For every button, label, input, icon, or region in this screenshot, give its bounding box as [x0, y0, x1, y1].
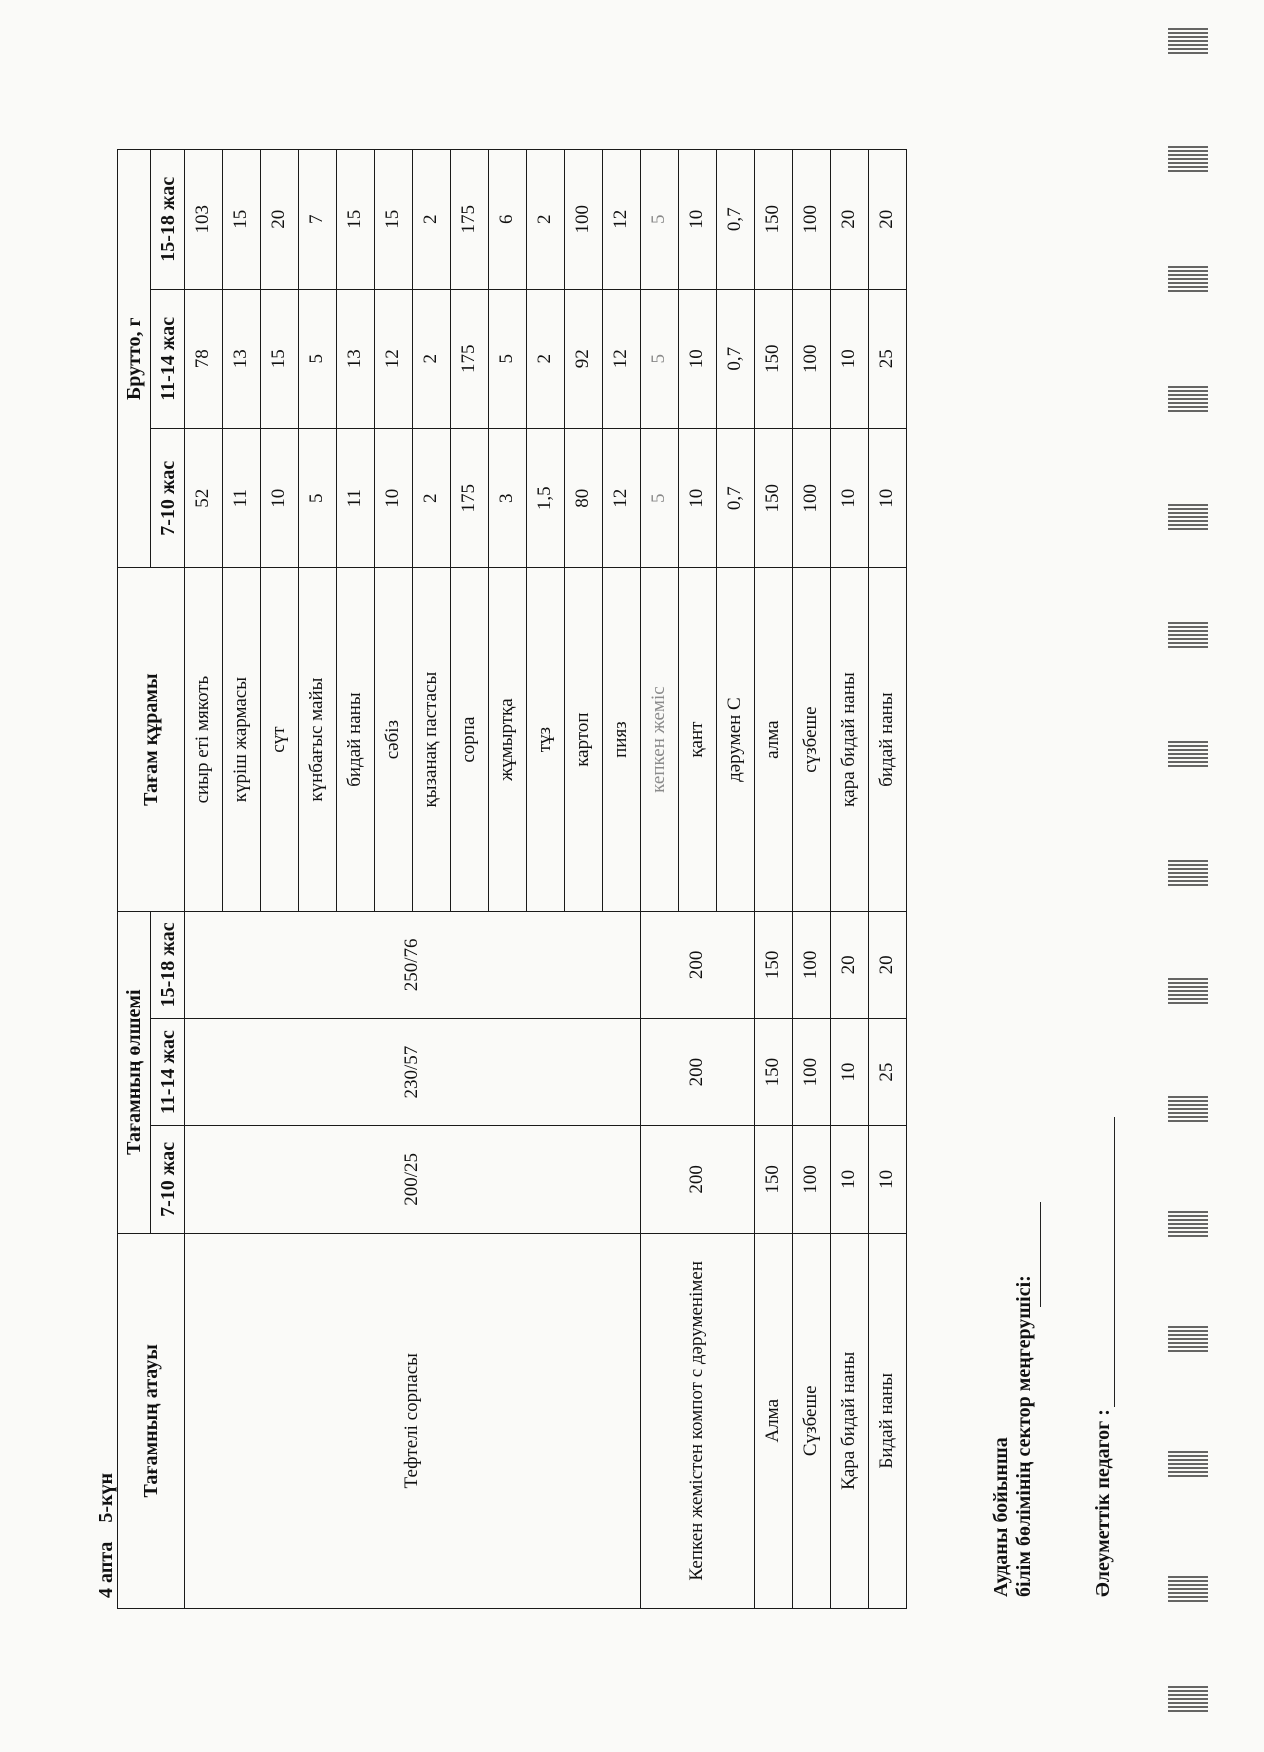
brutto-cell: 1,5 [527, 429, 565, 568]
brutto-cell: 150 [755, 150, 793, 290]
scan-mark [1168, 1209, 1208, 1237]
brutto-cell: 5 [299, 289, 337, 428]
header-composition: Тағам құрамы [118, 568, 185, 911]
scan-mark [1168, 858, 1208, 886]
brutto-cell: 25 [869, 289, 907, 428]
social-teacher-signature-line [1114, 1117, 1115, 1407]
header-age: 7-10 жас [151, 1126, 185, 1233]
brutto-cell: 92 [565, 289, 603, 428]
brutto-cell: 10 [679, 429, 717, 568]
brutto-cell: 175 [451, 289, 489, 428]
brutto-cell: 5 [641, 150, 679, 290]
portion-cell: 230/57 [185, 1019, 641, 1126]
brutto-cell: 103 [185, 150, 223, 290]
scan-mark [1168, 1684, 1208, 1712]
ingredient-name: пияз [603, 568, 641, 911]
menu-table [117, 149, 907, 1609]
ingredient-name: тұз [527, 568, 565, 911]
brutto-cell: 10 [375, 429, 413, 568]
ingredient-name: күнбағыс майы [299, 568, 337, 911]
ingredient-name: дәрумен С [717, 568, 755, 911]
table-row [185, 150, 223, 1609]
portion-cell: 10 [831, 1019, 869, 1126]
scan-mark [1168, 264, 1208, 292]
brutto-cell: 2 [413, 289, 451, 428]
portion-cell: 200 [641, 1019, 755, 1126]
brutto-cell: 10 [831, 289, 869, 428]
brutto-cell: 0,7 [717, 150, 755, 290]
brutto-cell: 12 [603, 429, 641, 568]
brutto-cell: 5 [641, 429, 679, 568]
brutto-cell: 100 [793, 150, 831, 290]
brutto-cell: 10 [679, 289, 717, 428]
portion-cell: 150 [755, 1019, 793, 1126]
scan-mark [1168, 26, 1208, 54]
brutto-cell: 7 [299, 150, 337, 290]
brutto-cell: 2 [527, 150, 565, 290]
portion-cell: 100 [793, 911, 831, 1018]
header-age: 15-18 жас [151, 911, 185, 1018]
ingredient-name: сәбіз [375, 568, 413, 911]
ingredient-name: қант [679, 568, 717, 911]
week-label: 4 апта [95, 1541, 117, 1598]
ingredient-name: қызанақ пастасы [413, 568, 451, 911]
portion-cell: 150 [755, 911, 793, 1018]
district-signature-line [1040, 1202, 1041, 1307]
scan-mark [1168, 1449, 1208, 1477]
portion-cell: 20 [869, 911, 907, 1018]
scan-mark [1168, 739, 1208, 767]
brutto-cell: 3 [489, 429, 527, 568]
brutto-cell: 11 [223, 429, 261, 568]
portion-cell: 100 [793, 1019, 831, 1126]
portion-cell: 10 [869, 1126, 907, 1233]
scan-mark [1168, 384, 1208, 412]
portion-cell: 25 [869, 1019, 907, 1126]
brutto-cell: 52 [185, 429, 223, 568]
brutto-cell: 5 [299, 429, 337, 568]
brutto-cell: 5 [489, 289, 527, 428]
district-signature-label [990, 1275, 1036, 1597]
day-label: 5-күн [95, 1472, 117, 1523]
ingredient-name: жұмыртқа [489, 568, 527, 911]
portion-cell: 200/25 [185, 1126, 641, 1233]
scan-mark [1168, 1574, 1208, 1602]
ingredient-name: сүт [261, 568, 299, 911]
brutto-cell: 0,7 [717, 289, 755, 428]
brutto-cell: 12 [603, 289, 641, 428]
page-title [95, 1459, 118, 1598]
brutto-cell: 80 [565, 429, 603, 568]
brutto-cell: 175 [451, 429, 489, 568]
brutto-cell: 2 [413, 429, 451, 568]
brutto-cell: 12 [375, 289, 413, 428]
brutto-cell: 10 [261, 429, 299, 568]
scan-mark [1168, 976, 1208, 1004]
table-row [831, 150, 869, 1609]
brutto-cell: 13 [223, 289, 261, 428]
scan-mark [1168, 502, 1208, 530]
brutto-cell: 175 [451, 150, 489, 290]
ingredient-name: кепкен жеміс [641, 568, 679, 911]
brutto-cell: 0,7 [717, 429, 755, 568]
brutto-cell: 2 [527, 289, 565, 428]
dish-name: Алма [755, 1233, 793, 1608]
ingredient-name: сиыр еті мякоть [185, 568, 223, 911]
brutto-cell: 11 [337, 429, 375, 568]
ingredient-name: күріш жармасы [223, 568, 261, 911]
dish-name: Кепкен жемістен компот с дәруменімен [641, 1233, 755, 1608]
brutto-cell: 10 [831, 429, 869, 568]
ingredient-name: бидай наны [869, 568, 907, 911]
brutto-cell: 10 [679, 150, 717, 290]
table-row [869, 150, 907, 1609]
header-age: 15-18 жас [151, 150, 185, 290]
ingredient-name: қара бидай наны [831, 568, 869, 911]
scan-mark [1168, 144, 1208, 172]
brutto-cell: 78 [185, 289, 223, 428]
portion-cell: 150 [755, 1126, 793, 1233]
brutto-cell: 5 [641, 289, 679, 428]
brutto-cell: 15 [337, 150, 375, 290]
brutto-cell: 100 [793, 429, 831, 568]
brutto-cell: 10 [869, 429, 907, 568]
ingredient-name: алма [755, 568, 793, 911]
ingredient-name: сүзбеше [793, 568, 831, 911]
brutto-cell: 20 [869, 150, 907, 290]
brutto-cell: 15 [223, 150, 261, 290]
brutto-cell: 100 [565, 150, 603, 290]
social-teacher-label: Әлеуметтік педагог : [1092, 1409, 1114, 1597]
portion-cell: 20 [831, 911, 869, 1018]
portion-cell: 100 [793, 1126, 831, 1233]
header-dish-name: Тағамның атауы [118, 1233, 185, 1608]
brutto-cell: 6 [489, 150, 527, 290]
brutto-cell: 12 [603, 150, 641, 290]
dish-name: Тефтелі сорпасы [185, 1233, 641, 1608]
brutto-cell: 150 [755, 289, 793, 428]
district-line-2: білім бөлімінің сектор меңгерушісі: [1013, 1275, 1035, 1597]
brutto-cell: 20 [831, 150, 869, 290]
brutto-cell: 100 [793, 289, 831, 428]
portion-cell: 10 [831, 1126, 869, 1233]
district-line-1: Ауданы бойынша [990, 1437, 1012, 1597]
table-row [755, 150, 793, 1609]
brutto-cell: 2 [413, 150, 451, 290]
brutto-cell: 13 [337, 289, 375, 428]
table-row [641, 150, 679, 1609]
portion-cell: 250/76 [185, 911, 641, 1018]
dish-name: Бидай наны [869, 1233, 907, 1608]
header-portion: Тағамның өлшемі [118, 911, 151, 1233]
ingredient-name: картоп [565, 568, 603, 911]
brutto-cell: 20 [261, 150, 299, 290]
dish-name: Сүзбеше [793, 1233, 831, 1608]
header-age: 7-10 жас [151, 429, 185, 568]
brutto-cell: 15 [261, 289, 299, 428]
table-row [793, 150, 831, 1609]
brutto-cell: 15 [375, 150, 413, 290]
ingredient-name: бидай наны [337, 568, 375, 911]
portion-cell: 200 [641, 911, 755, 1018]
header-age: 11-14 жас [151, 1019, 185, 1126]
portion-cell: 200 [641, 1126, 755, 1233]
scan-mark [1168, 620, 1208, 648]
scan-mark [1168, 1094, 1208, 1122]
scan-mark [1168, 1324, 1208, 1352]
header-brutto: Брутто, г [118, 150, 151, 568]
brutto-cell: 150 [755, 429, 793, 568]
ingredient-name: сорпа [451, 568, 489, 911]
dish-name: Қара бидай наны [831, 1233, 869, 1608]
header-age: 11-14 жас [151, 289, 185, 428]
